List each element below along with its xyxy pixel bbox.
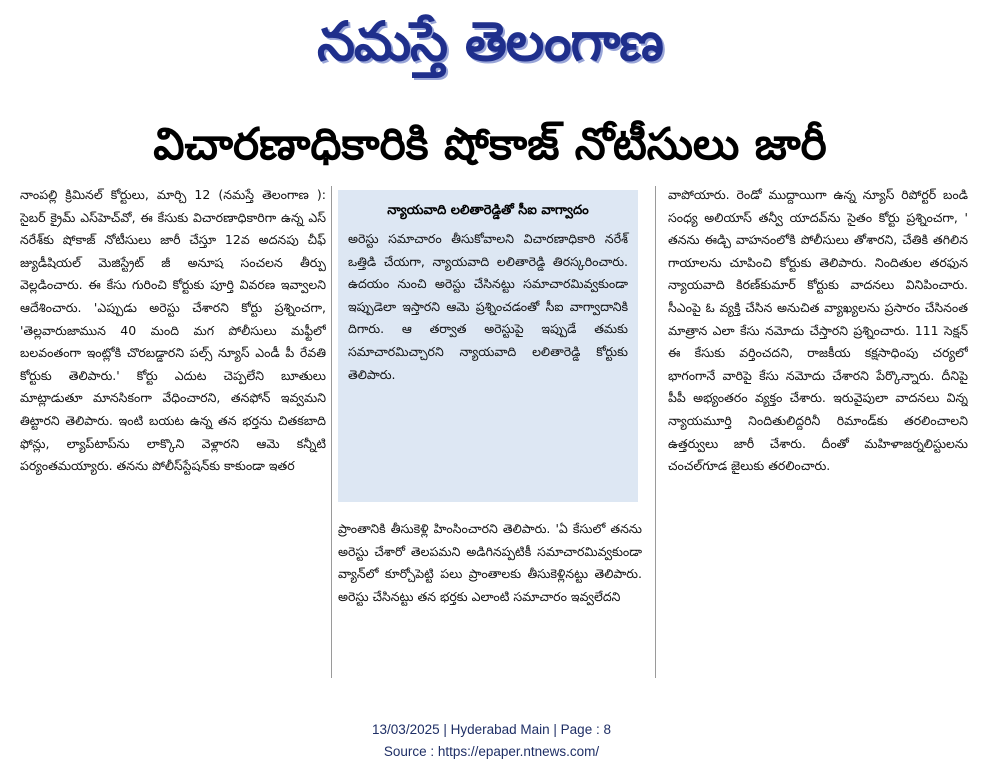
newspaper-masthead: నమస్తే తెలంగాణ bbox=[317, 10, 663, 73]
footer-date-edition: 13/03/2025 | Hyderabad Main | Page : 8 bbox=[372, 722, 611, 737]
column-divider bbox=[655, 186, 656, 678]
sidebar-box bbox=[338, 190, 638, 502]
article-column-3: వాపోయారు. రెండో ముద్దాయిగా ఉన్న న్యూస్‌ రిపోర్టర్‌ బండి సంధ్య అలియాస్‌ తన్వీ యాదవ్‌ను సైతం కోర్టు ప్రశ్నించగా, ' తనను ఈడ్చి వాహనంలోకి పోలీసులు తోశారని, చేతికి తగిలిన గాయాలను చూపించి కోర్టుకు తెలిపారు. నిందితుల తరఫున న్యాయవాది కిరణ్‌కుమార్‌ కోర్టుకు వాదనలు వినిపించారు. సీఎంపై ఓ వ్యక్తి చేసిన అనుచిత వ్యాఖ్యలను ప్రసారం చేసినంత మాత్రాన ఎలా కేసు నమోదు చేస్తారని ప్రశ్నించారు. 111 సెక్షన్‌ ఈ కేసుకు వర్తించదని, రాజకీయ కక్షసాధింపు చర్యలో భాగంగానే వారిపై కేసు నమోదు చేశారని పేర్కొన్నారు. దీనిపై పీపీ అభ్యంతరం వ్యక్తం చేశారు. ఇరువైపులా వాదనలు విన్న న్యాయమూర్తి నిందితులిద్దరినీ రిమాండ్‌కు తరలించాలని ఉత్తర్వులు జారీ చేశారు. దీంతో మహిళాజర్నలిస్టులను చంచల్‌గూడ జైలుకు తరలించారు. bbox=[668, 187, 968, 474]
footer-source: Source : https://epaper.ntnews.com/ bbox=[383, 744, 600, 759]
sidebar-box-text: అరెస్టు సమాచారం తీసుకోవాలని విచారణాధికారి నరేశ్‌ ఒత్తిడి చేయగా, న్యాయవాది లలితారెడ్డి తిరస్కరించారు. ఉదయం నుంచి అరెస్టు చేసినట్టు సమాచారమివ్వకుండా ఇప్పుడెలా ఇస్తారని ఆమె ప్రశ్నించడంతో సీఐ వాగ్వాదానికి దిగారు. ఆ తర్వాత అరెస్టుపై ఇప్పుడే తమకు సమాచారమిచ్చారని న్యాయవాది లలితారెడ్డి కోర్టుకు తెలిపారు. bbox=[348, 231, 628, 382]
article-column-2: ప్రాంతానికి తీసుకెళ్లి హింసించారని తెలిపారు. 'ఏ కేసులో తనను అరెస్టు చేశారో తెలపమని అడిగినప్పటికీ సమాచారమివ్వకుండా వ్యాన్‌లో కూర్చోపెట్టి పలు ప్రాంతాలకు తీసుకెళ్లినట్టు తెలిపారు. అరెస్టు చేసినట్టు తన భర్తకు ఎలాంటి సమాచారం ఇవ్వలేదని bbox=[338, 521, 642, 604]
column-divider bbox=[331, 186, 332, 678]
sidebar-box-title: న్యాయవాది లలితారెడ్డితో సీఐ వాగ్వాదం bbox=[387, 203, 589, 218]
article-headline: విచారణాధికారికి షోకాజ్‌ నోటీసులు జారీ bbox=[153, 119, 827, 170]
article-column-1: నాంపల్లి క్రిమినల్‌ కోర్టులు, మార్చి 12 (నమస్తే తెలంగాణ ): సైబర్‌ క్రైమ్‌ ఎస్‌హెచ్‌వో, ఈ కేసుకు విచారణాధికారిగా ఉన్న ఎస్‌ నరేశ్‌కు షోకాజ్‌ నోటీసులు జారీ చేస్తూ 12వ అదనపు చీఫ్‌ జ్యుడీషియల్‌ మెజిస్ట్రేట్‌ జీ అనూష సంచలన తీర్పు వెల్లడించారు. ఈ కేసు గురించి కోర్టుకు పూర్తి వివరణ ఇవ్వాలని ఆదేశించారు. 'ఎప్పుడు అరెస్టు చేశారని కోర్టు ప్రశ్నించగా, 'తెల్లవారుజామున 40 మంది మగ పోలీసులు మఫ్టీలో బలవంతంగా ఇంట్లోకి చొరబడ్డారని పల్స్‌ న్యూస్‌ ఎండీ పీ రేవతి కోర్టుకు తెలిపారు.' కోర్టు ఎదుట చెప్పలేని బూతులు మాట్లాడుతూ మానసికంగా వేధించారని, తనఫోన్‌ ఇవ్వమని తిట్టారని తెలిపారు. ఇంటి బయట ఉన్న తన భర్తను చితకబాది ఫోన్లు, ల్యాప్‌టాప్‌ను లాక్కొని వెళ్లారని ఆమె కన్నీటి పర్యంతమయ్యారు. తనను పోలీస్‌స్టేషన్‌కు కాకుండా ఇతర bbox=[20, 187, 326, 474]
